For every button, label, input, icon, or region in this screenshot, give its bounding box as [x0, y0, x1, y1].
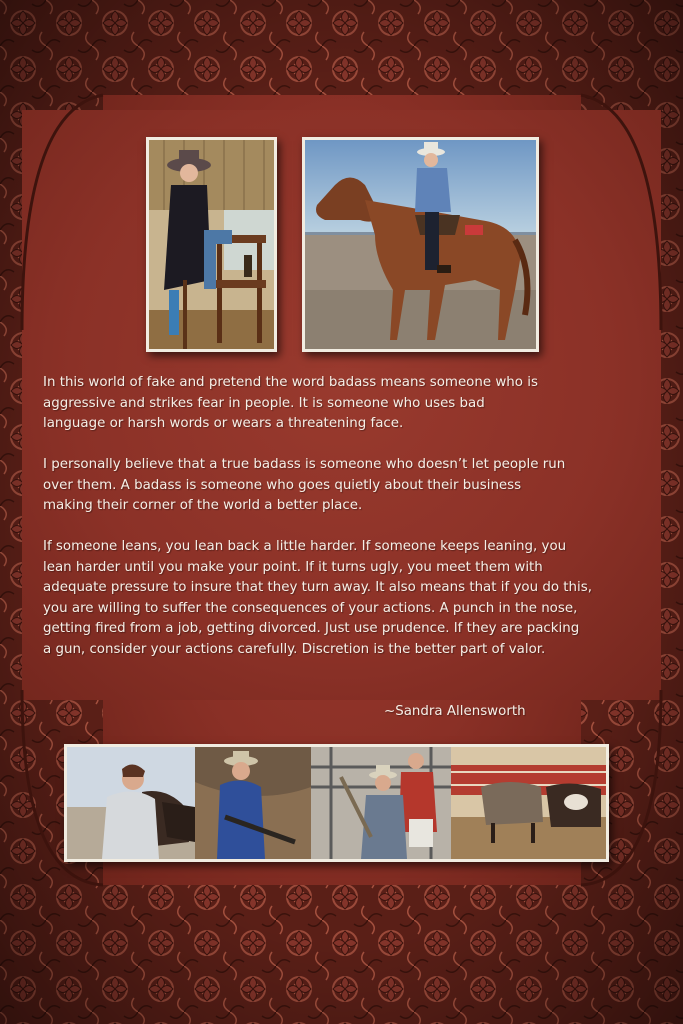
- paragraph-1-line-1: In this world of fake and pretend the word badass means someone who is: [43, 375, 538, 390]
- paragraph-1-line-2: aggressive and strikes fear in people. It is someone who uses bad: [43, 395, 485, 411]
- strip-photo-3-image: [311, 747, 451, 859]
- paragraph-3-line-6: a gun, consider your actions carefully. Discretion is the better part of valor.: [43, 641, 546, 657]
- strip-photo-woman-with-horse: [67, 747, 195, 859]
- paragraph-3-line-2: lean harder until you make your point. If it turns ugly, you meet them with: [43, 559, 543, 575]
- strip-photo-4-image: [451, 747, 606, 859]
- strip-photo-1-image: [67, 747, 195, 859]
- photo-rider-on-horse-image: [305, 140, 536, 349]
- paragraph-3: [43, 537, 643, 660]
- paragraph-1-line-3: language or harsh words or wears a threatening face.: [43, 416, 404, 431]
- photo-woman-seated: [146, 137, 277, 352]
- paragraph-3-line-3: adequate pressure to insure that they turn away. It also means that if you do this,: [43, 580, 592, 595]
- paragraph-2-line-2: over them. A badass is someone who goes quietly about their business: [43, 477, 522, 493]
- paragraph-2: [43, 455, 643, 517]
- paragraph-1: [43, 373, 643, 435]
- paragraph-3-line-4: you are willing to suffer the consequences of your actions. A punch in the nose,: [43, 600, 578, 616]
- paragraph-3-line-5: getting fired from a job, getting divorced. Just use prudence. If they are packing: [43, 621, 580, 636]
- photo-rider-on-horse: [302, 137, 539, 352]
- photo-strip: [64, 744, 609, 862]
- paragraph-2-line-1: I personally believe that a true badass is someone who doesn’t let people run: [43, 457, 566, 472]
- paragraph-3-line-1: If someone leans, you lean back a little harder. If someone keeps leaning, you: [43, 539, 567, 554]
- photo-woman-seated-image: [149, 140, 274, 349]
- strip-photo-corral-cattle: [451, 747, 606, 859]
- paragraph-2-line-3: making their corner of the world a better place.: [43, 498, 363, 513]
- signature: ~Sandra Allensworth: [384, 704, 526, 719]
- body-text: [43, 373, 643, 660]
- strip-photo-branding-cattle: [311, 747, 451, 859]
- strip-photo-2-image: [195, 747, 311, 859]
- strip-photo-woman-with-rifle: [195, 747, 311, 859]
